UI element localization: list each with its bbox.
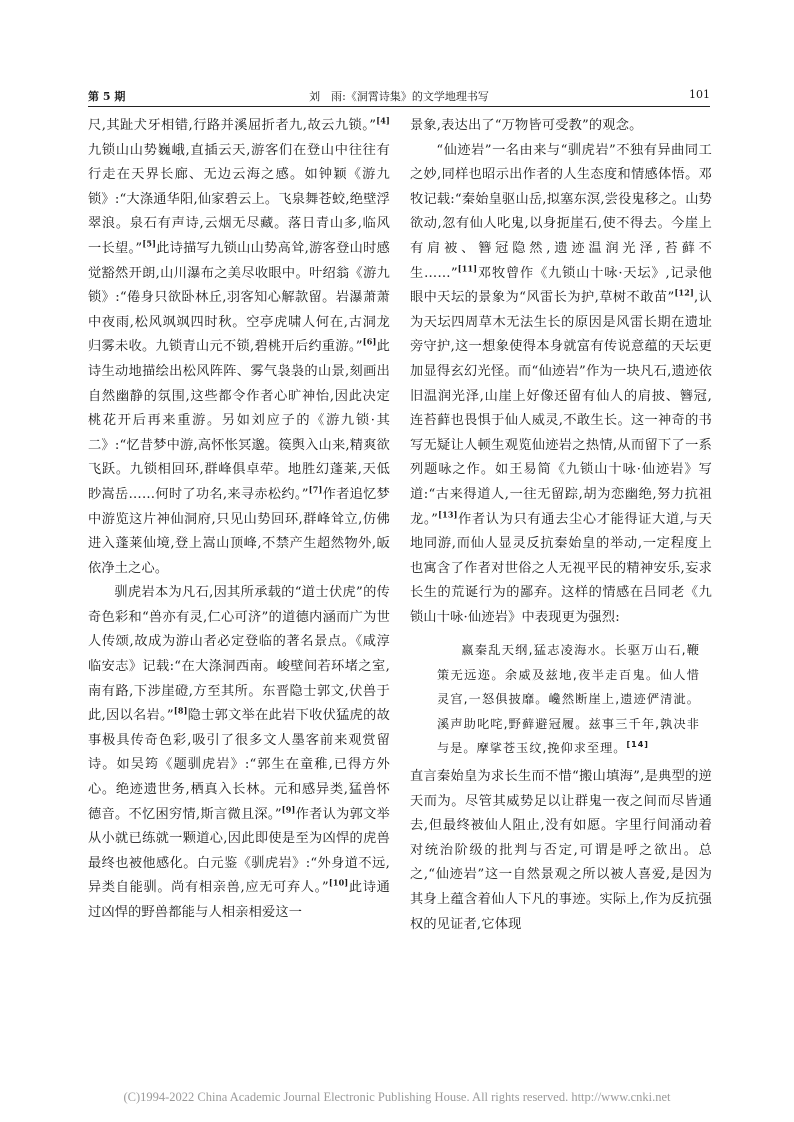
citation-ref: [5] (142, 238, 157, 249)
running-title: 刘 雨:《洞霄诗集》的文学地理书写 (309, 90, 489, 103)
paragraph: 直言秦始皇为求长生而不惜“搬山填海”,是典型的逆天而为。尽管其威势足以让群鬼一夜之间而尽皆通去,但最终被仙人阻止,没有如愿。字里行间涌动着对统治阶级的批判与否定,可谓是呼之欲出。总之,“仙迹岩”这一自然景观之所以被人喜爱,是因为其身上蕴含着仙人下凡的事迹。实际上,作为反抗强权的见证者,它体现 (410, 768, 712, 932)
paragraph-text: 作者认为只有通去尘心才能得证大道,与天地同游,而仙人显灵反抗秦始皇的举动,一定程度上也寓含了作者对世俗之人无视平民的精神安乐,妄求长生的荒诞行为的鄙弃。这样的情感在吕同老《九锁山十咏·仙迹岩》中表现更为强烈: (410, 511, 712, 625)
page-number: 101 (689, 88, 710, 101)
paragraph-text: “仙迹岩”一名由来与“驯虎岩”不独有异曲同工之妙,同样也昭示出作者的人生态度和情感体悟。邓牧记载:“秦始皇驱山岳,拟塞东溟,尝役鬼移之。山势欲动,忽有仙人叱鬼,以身扼崖石,使不得去。今崖上有肩被、簪冠隐然,遗迹温润光泽,苔藓不生……” (410, 142, 712, 281)
paragraph-text: 尺,其趾犬牙相错,行路并溪屈折者九,故云九锁。” (88, 118, 377, 133)
citation-ref: [7] (308, 484, 323, 495)
right-column (410, 114, 712, 937)
citation-ref: [10] (328, 878, 349, 889)
citation-ref: [12] (674, 287, 694, 298)
citation-ref: [13] (438, 509, 458, 520)
paragraph: 景象,表达出了“万物皆可受教”的观念。 (410, 118, 643, 133)
citation-ref: [9] (281, 804, 296, 815)
paragraph-text: 此诗通过凶悍的野兽都能与人相亲相爱这一 (88, 880, 390, 920)
citation-ref: [8] (173, 705, 188, 716)
citation-ref: [6] (362, 336, 377, 347)
left-column (88, 114, 390, 926)
paragraph-text: 此诗描写九锁山山势高耸,游客登山时感觉豁然开朗,山川瀑布之美尽收眼中。叶绍翁《游九锁》:“倦身只欲卧林丘,羽客知心解款留。岩瀑萧萧中夜雨,松风飒飒四时秋。空亭虎啸人何在,古洞龙归雾未收。九锁青山元不锁,碧桃开后约重游。” (88, 240, 390, 355)
paragraph (88, 114, 390, 581)
poem-text: 嬴秦乱天纲,猛志凌海水。长驱万山石,鞭策无远迩。余威及兹地,夜半走百鬼。仙人惜灵宫,一怒俱披靡。巉然断崖上,遗迹俨清泚。溪声助叱咤,野藓避冠履。兹事三千年,孰决非与是。摩挲苍玉纹,挽仰求至理。 (437, 643, 700, 756)
copyright-footer: (C)1994-2022 China Academic Journal Electronic Publishing House. All rights reserved. http://www.cnki.net (123, 1090, 671, 1104)
citation-ref: [4] (376, 115, 390, 126)
paragraph-text: 九锁山山势巍峨,直插云天,游客们在登山中往往有行走在天界长廊、无边云海之感。如钟颖《游九锁》:“大涤通华阳,仙家碧云上。飞泉舞苍蛟,绝壁浮翠浪。泉石有声诗,云烟无尽藏。落日青山多,临风一长望。” (88, 142, 390, 256)
citation-ref: [11] (457, 263, 478, 274)
paragraph-text: 作者追忆梦中游览这片神仙洞府,只见山势回环,群峰耸立,仿佛进入蓬莱仙境,登上嵩山顶峰,不禁产生超然物外,皈依净土之心。 (88, 486, 391, 576)
issue-label: 第 5 期 (88, 90, 126, 103)
paragraph-text: 驯虎岩本为凡石,因其所承载的“道士伏虎”的传奇色彩和“兽亦有灵,仁心可济”的道德内涵而广为世人传颂,故成为游山者必定登临的著名景点。《咸淳临安志》记载:“在大涤洞西南。峻壁间若环堵之室,南有路,下涉崖磴,方至其所。东晋隐士郭文,伏兽于此,因以名岩。” (88, 585, 390, 724)
paragraph-text: 邓牧曾作《九锁山十咏·天坛》,记录他眼中天坛的景象为“风雷长为护,草树不敢苗” (410, 265, 713, 306)
paragraph-text: ,认为天坛四周草木无法生长的原因是风雷长期在遗址旁守护,这一想象使得本身就富有传说意蕴的天坛更加显得玄幻光怪。而“仙迹岩”作为一块凡石,遗迹依旧温润光泽,山崖上好像还留有仙人的肩披、簪冠,连苔藓也畏惧于仙人威灵,不敢生长。这一神奇的书写无疑让人顿生观览仙迹岩之热情,从而留下了一系列题咏之作。如王易简《九锁山十咏·仙迹岩》写道:“古来得道人,一往无留踪,胡为恋幽绝,努力抗祖龙。” (410, 290, 713, 527)
running-header (88, 86, 710, 106)
poem-quote (410, 638, 712, 761)
paragraph-text: 隐士郭文举在此岩下收伏猛虎的故事极具传奇色彩,吸引了很多文人墨客前来观赏留诗。如吴筠《题驯虎岩》:“郭生在童稚,已得方外心。绝迹遗世务,栖真入长林。元和感异类,猛兽怀德音。不忆困穷情,斯言微且深。” (88, 708, 391, 822)
paragraph-text: 作者认为郭文举从小就已练就一颗道心,因此即使是至为凶悍的虎兽最终也被他感化。白元鉴《驯虎岩》:“外身道不远,异类自能驯。尚有相亲兽,应无可弃人。” (88, 806, 390, 896)
paragraph (410, 139, 712, 631)
paragraph (88, 581, 390, 925)
paragraph-text: 此诗生动地描绘出松风阵阵、雾气袅袅的山景,刻画出自然幽静的氛围,这些都令作者心旷神怡,因此决定桃花开后再来重游。另如刘应子的《游九锁·其二》:“忆昔梦中游,高怀怅冥邈。篌舆入山来,精爽欲飞跃。九锁相回环,群峰俱卓荦。地胜幻蓬莱,天低眇嵩岳……何时了功名,来寻赤松约。” (88, 339, 390, 502)
header-rule (88, 106, 710, 107)
citation-ref: [14] (626, 740, 649, 750)
